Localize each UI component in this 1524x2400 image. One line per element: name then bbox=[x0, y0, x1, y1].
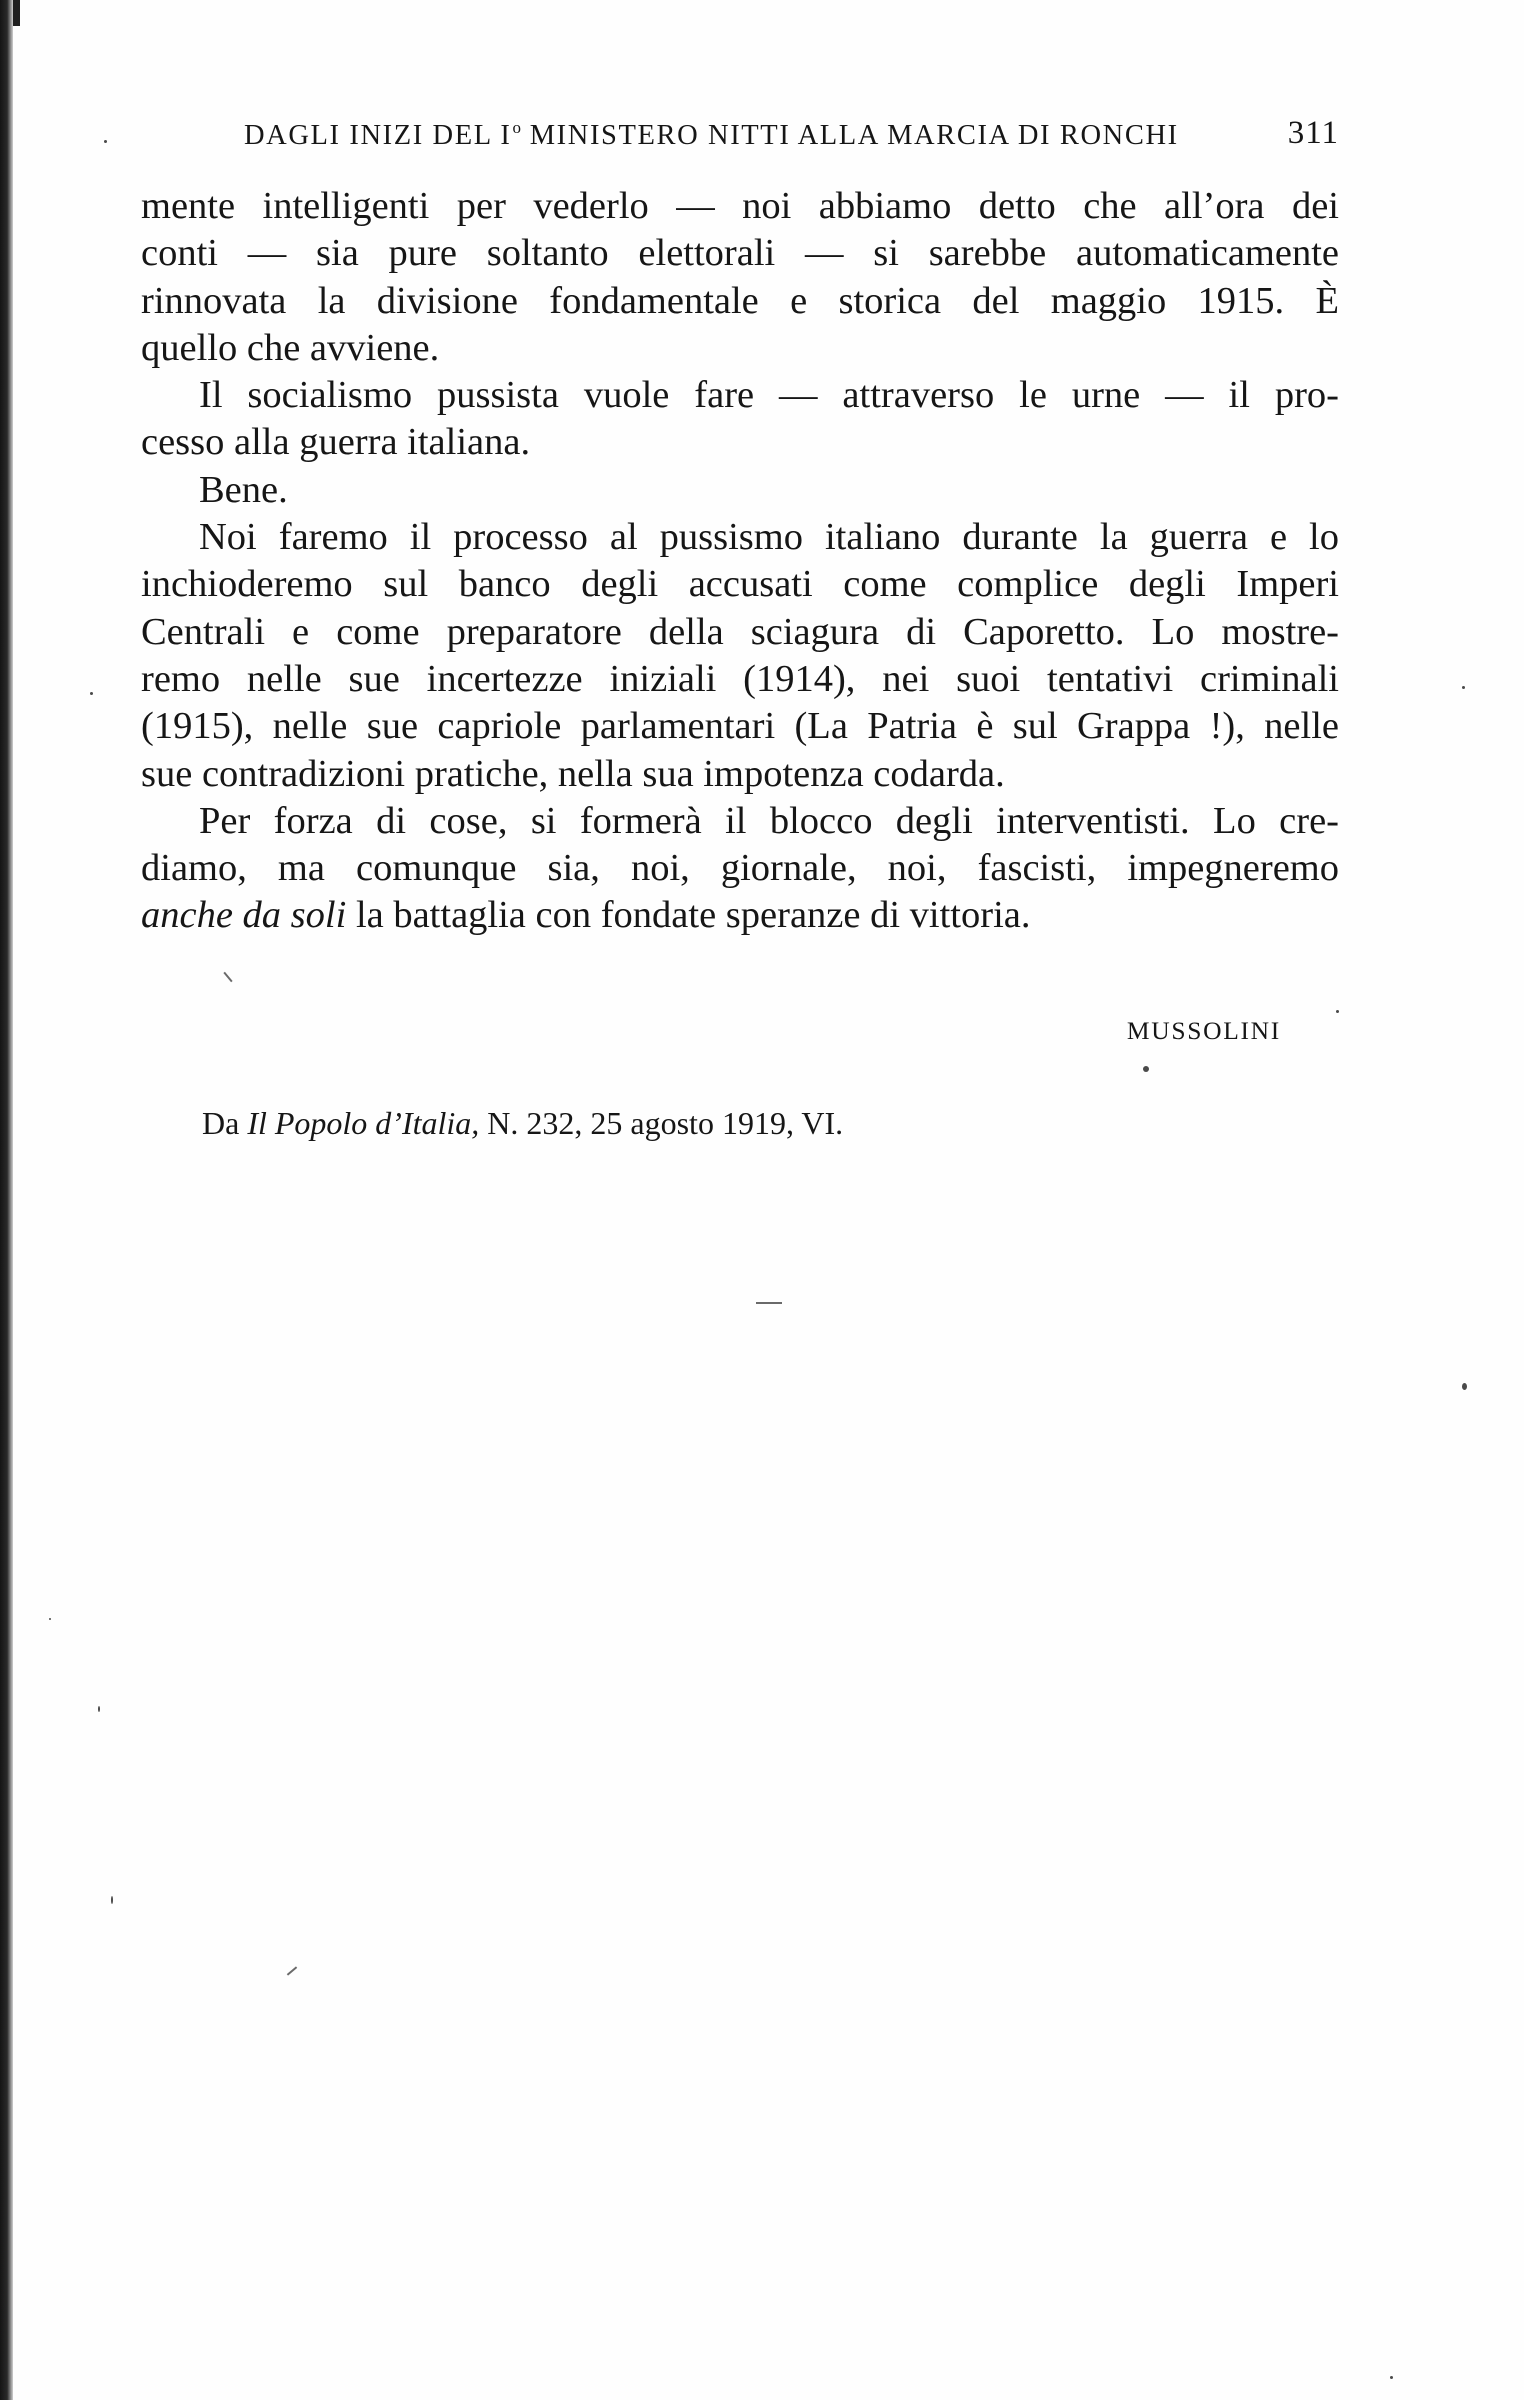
text-line: cesso alla guerra italiana. bbox=[141, 421, 531, 464]
scan-speck bbox=[1390, 2376, 1393, 2379]
text-line: conti — sia pure soltanto elettorali — si sarebbe automaticamente bbox=[141, 232, 1339, 275]
scan-speck bbox=[1462, 1383, 1467, 1390]
scan-speck bbox=[49, 1618, 51, 1620]
scan-speck bbox=[90, 692, 93, 695]
scan-mark bbox=[756, 1302, 782, 1304]
source-publication: Il Popolo d’Italia, bbox=[247, 1105, 480, 1141]
text-line: mente intelligenti per vederlo — noi abbiamo detto che all’ora dei bbox=[141, 185, 1339, 227]
running-title-end: MINISTERO NITTI ALLA MARCIA DI RONCHI bbox=[521, 120, 1179, 151]
scan-speck bbox=[1462, 686, 1465, 689]
scan-speck bbox=[1143, 1066, 1149, 1072]
paragraph-1 bbox=[141, 183, 1339, 372]
text-line: Il socialismo pussista vuole fare — attraverso le urne — il pro- bbox=[199, 374, 1339, 417]
page-binding-mark bbox=[13, 0, 20, 26]
text-line: Noi faremo il processo al pussismo italiano durante la guerra e lo bbox=[199, 516, 1339, 559]
paragraph-2 bbox=[141, 372, 1339, 467]
page-binding-edge bbox=[0, 0, 13, 2400]
running-title-start: DAGLI INIZI DEL I bbox=[244, 120, 512, 151]
page-number: 311 bbox=[1287, 115, 1339, 151]
running-header bbox=[244, 112, 1339, 162]
paragraph-4 bbox=[141, 514, 1339, 798]
scan-speck bbox=[98, 1706, 100, 1712]
source-prefix: Da bbox=[202, 1105, 248, 1141]
scan-mark bbox=[223, 972, 232, 982]
italic-emphasis: anche da soli bbox=[141, 894, 347, 937]
text-line: Per forza di cose, si formerà il blocco degli interventisti. Lo cre- bbox=[199, 799, 1339, 842]
scan-mark bbox=[287, 1966, 297, 1975]
text-line: Centrali e come preparatore della sciagura di Caporetto. Lo mostre- bbox=[141, 610, 1339, 653]
text-line: diamo, ma comunque sia, noi, giornale, noi, fascisti, impegneremo bbox=[141, 847, 1339, 890]
author-signature: MUSSOLINI bbox=[1126, 1016, 1281, 1045]
text-line: Bene. bbox=[199, 468, 288, 511]
text-line: inchioderemo sul banco degli accusati come complice degli Imperi bbox=[141, 563, 1339, 606]
scan-speck bbox=[1336, 1010, 1339, 1013]
source-details: N. 232, 25 agosto 1919, VI. bbox=[479, 1105, 844, 1141]
text-line: remo nelle sue incertezze iniziali (1914), nei suoi tentativi criminali bbox=[141, 657, 1339, 700]
text-line: (1915), nelle sue capriole parlamentari (La Patria è sul Grappa !), nelle bbox=[141, 705, 1339, 748]
running-title bbox=[244, 118, 1179, 152]
text-line: rinnovata la divisione fondamentale e storica del maggio 1915. È bbox=[141, 279, 1339, 322]
text-line bbox=[141, 892, 1339, 939]
scan-speck bbox=[104, 140, 107, 143]
paragraph-5 bbox=[141, 798, 1339, 940]
text-line: sue contradizioni pratiche, nella sua impotenza codarda. bbox=[141, 752, 1005, 795]
text-line: quello che avviene. bbox=[141, 326, 440, 369]
article-body bbox=[141, 183, 1339, 940]
text-line-rest: la battaglia con fondate speranze di vittoria. bbox=[346, 894, 1031, 937]
source-citation bbox=[202, 1105, 843, 1142]
paragraph-3 bbox=[141, 467, 1339, 514]
running-title-ordinal: o bbox=[512, 118, 522, 137]
scan-speck bbox=[111, 1896, 113, 1904]
